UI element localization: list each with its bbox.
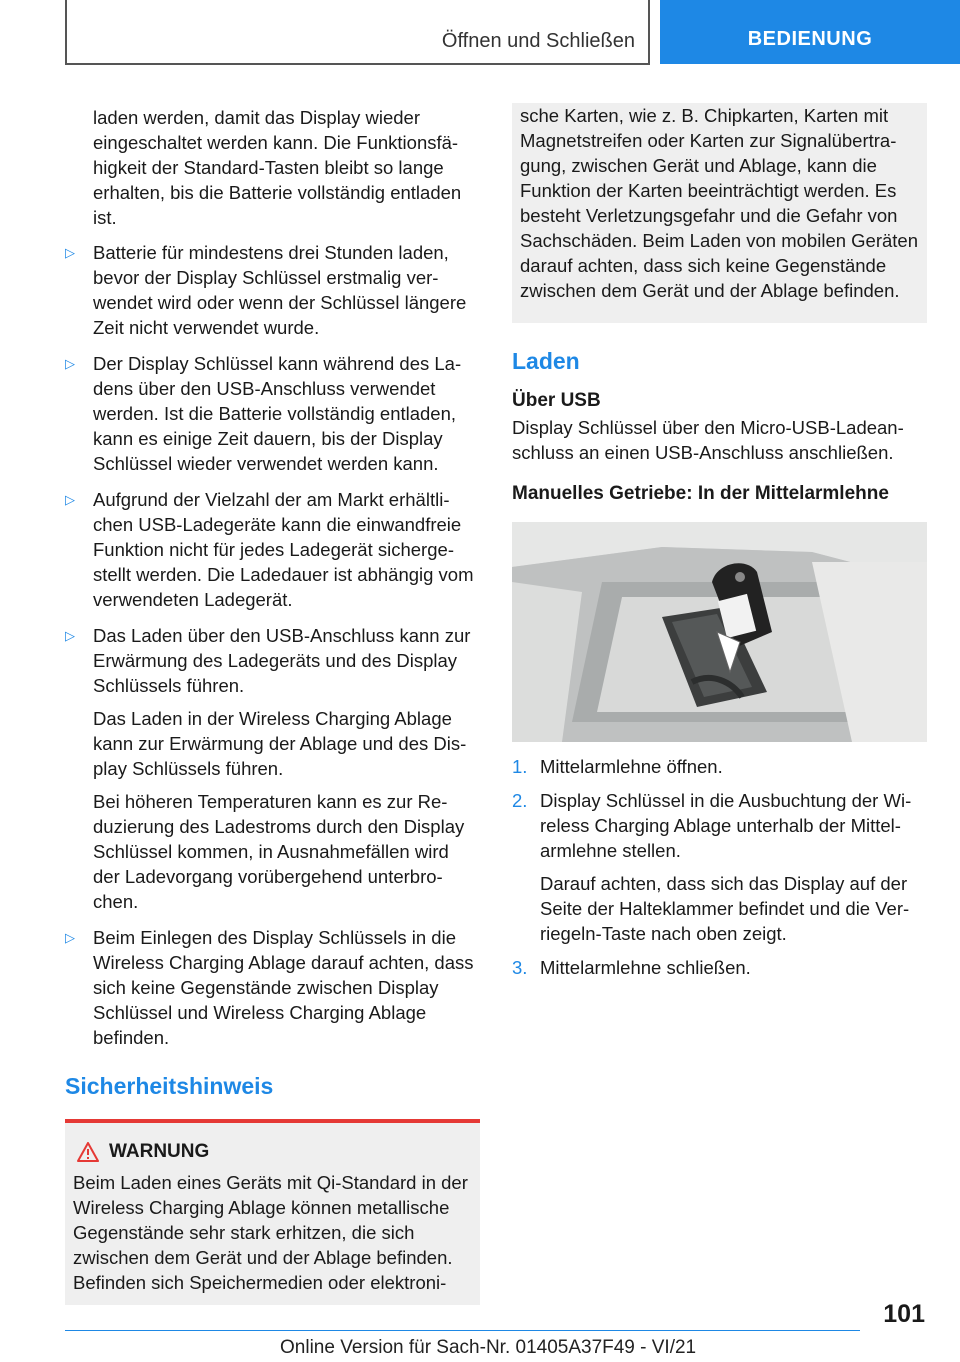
warning-text-continued: sche Karten, wie z. B. Chipkarten, Karten mit Magnetstreifen oder Karten zur Signalübertragung, zwischen Gerät und Ablage, kann die Funktion der Karten beeinträchtigt werden. Es besteht Verletzungsgefahr und die Gefahr von Sachschäden. Beim Laden von mobilen Geräten darauf achten, dass sich keine Gegenstände zwischen dem Gerät und der Ablage befinden. [520,105,919,301]
list-item: ▷ Aufgrund der Vielzahl der am Markt erhältlichen USB-Ladegeräte kann die einwandfreie Funktion nicht für jedes Ladegerät sichergestellt werden. Die Ladedauer ist abhängig vom verwendeten Ladegerät. [65,489,474,610]
bullet-list [65,240,480,1050]
step-number: 2. [512,790,528,811]
warning-triangle-icon [77,1142,99,1162]
list-item: ▷ Das Laden über den USB-Anschluss kann zur Erwärmung des Ladegeräts und des Display Schlüssels führen. Das Laden in der Wireless Charging Ablage kann zur Erwärmung der Ablage und des Display Schlüssels führen. Bei höheren Temperaturen kann es zur Reduzierung des Ladestroms durch den Display Schlüssel kommen, in Ausnahmefällen wird der Ladevorgang vorübergehend unterbrochen. [65,623,480,914]
laden-heading: Laden [512,348,580,374]
footer-online-version: Online Version für Sach-Nr. 01405A37F49 - VI/21 [280,1337,697,1358]
warning-box [65,1119,480,1305]
step-number: 1. [512,756,528,777]
list-item: ▷ Batterie für mindestens drei Stunden laden, bevor der Display Schlüssel erstmalig verwendet wird oder wenn der Schlüssel längere Zeit nicht verwendet wurde. [65,242,467,338]
step-sub-paragraph: Darauf achten, dass sich das Display auf der Seite der Halteklammer befindet und die Verriegeln-Taste nach oben zeigt. [540,873,910,944]
list-item: ▷ Beim Einlegen des Display Schlüssels in die Wireless Charging Ablage darauf achten, dass sich keine Gegenstände zwischen Display Schlüssel und Wireless Charging Ablage befinden. [65,927,474,1048]
bullet-sub-paragraph: Das Laden in der Wireless Charging Ablage kann zur Erwärmung der Ablage und des Display Schlüssels führen. [93,708,467,779]
header-rule-bottom [65,63,650,65]
list-item: 3. Mittelarmlehne schließen. [512,957,751,978]
list-item: 1. Mittelarmlehne öffnen. [512,756,723,777]
warning-title: WARNUNG [77,1139,472,1164]
warning-text: Beim Laden eines Geräts mit Qi-Standard in der Wireless Charging Ablage können metallische Gegenstände sehr stark erhitzen, die sich zwischen dem Gerät und der Ablage befinden. Befinden sich Speichermedien oder elektroni- [73,1172,468,1293]
bullet-marker-icon: ▷ [65,930,75,945]
intro-paragraph: laden werden, damit das Display wieder eingeschaltet werden kann. Die Funktionsfähigkeit der Standard-Tasten bleibt so lange erhalten, bis die Batterie vollständig entladen ist. [93,107,462,228]
header-section-title: Öffnen und Schließen [441,30,635,52]
list-item: 2. Display Schlüssel in die Ausbuchtung der Wireless Charging Ablage unterhalb der Mittelarmlehne stellen. Darauf achten, dass sich das Display auf der Seite der Halteklammer befindet und die Verriegeln-Taste nach oben zeigt. [512,788,927,946]
step-number: 3. [512,957,528,978]
manual-gearbox-heading: Manuelles Getriebe: In der Mittelarmlehne [512,483,889,504]
left-column [65,105,480,1305]
usb-heading: Über USB [512,390,601,411]
header-rule-right [648,0,650,64]
bullet-marker-icon: ▷ [65,492,75,507]
bullet-sub-paragraph: Bei höheren Temperaturen kann es zur Reduzierung des Ladestroms durch den Display Schlüssel kommen, in Ausnahmefällen wird der Ladevorgang vorübergehend unterbrochen. [93,791,465,912]
bullet-marker-icon: ▷ [65,628,75,643]
usb-text: Display Schlüssel über den Micro-USB-Ladeanschluss an einen USB-Anschluss anschließen. [512,417,904,463]
steps-list [512,754,927,980]
right-column [512,103,927,989]
header-rule-left [65,0,67,64]
armrest-charging-photo [512,522,927,742]
footer-rule [65,1330,860,1331]
header-chapter-tab: BEDIENUNG [660,0,960,64]
warning-box-continued [512,103,927,323]
bullet-marker-icon: ▷ [65,245,75,260]
safety-heading: Sicherheitshinweis [65,1073,274,1099]
page-number: 101 [883,1300,925,1328]
bullet-marker-icon: ▷ [65,356,75,371]
list-item: ▷ Der Display Schlüssel kann während des Ladens über den USB-Anschluss verwendet werden. Ist die Batterie vollständig entladen, kann es einige Zeit dauern, bis der Display Schlüssel wieder verwendet werden kann. [65,353,462,474]
